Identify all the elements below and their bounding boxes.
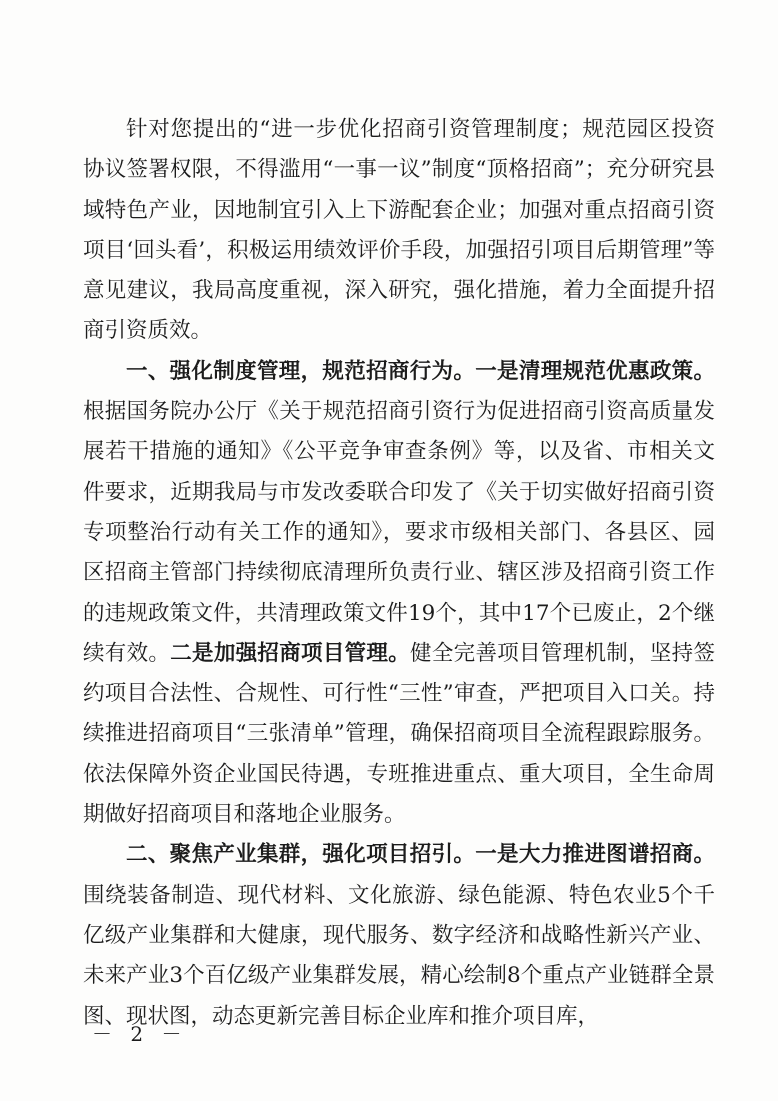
sub-heading: 一是大力推进图谱招商。: [475, 842, 715, 868]
sub-heading: 二是加强招商项目管理。: [170, 640, 411, 666]
document-body: [83, 110, 715, 1037]
paragraph-text: 健全完善项目管理机制，坚持签约项目合法性、合规性、可行性“三性”审查，严把项目入口关。持续推进招商项目“三张清单”管理，确保招商项目全流程跟踪服务。依法保障外资企业国民待遇，专班推进重点、重大项目，全生命周期做好招商项目和落地企业服务。: [83, 640, 715, 828]
section-heading: 一、强化制度管理，规范招商行为。: [126, 358, 476, 384]
paragraph-text: 围绕装备制造、现代材料、文化旅游、绿色能源、特色农业5个千亿级产业集群和大健康，现代服务、数字经济和战略性新兴产业、未来产业3个百亿级产业集群发展，精心绘制8个重点产业链群全景图、现状图，动态更新完善目标企业库和推介项目库，: [83, 882, 715, 1029]
section-heading: 二、聚焦产业集群，强化项目招引。: [126, 842, 476, 868]
paragraph-intro: [83, 110, 715, 352]
paragraph-text: 针对您提出的“进一步优化招商引资管理制度；规范园区投资协议签署权限，不得滥用“一事一议”制度“顶格招商”；充分研究县域特色产业，因地制宜引入上下游配套企业；加强对重点招商引资项目‘回头看’，积极运用绩效评价手段，加强招引项目后期管理”等意见建议，我局高度重视，深入研究，强化措施，着力全面提升招商引资质效。: [83, 117, 715, 344]
paragraph-text: 根据国务院办公厅《关于规范招商引资行为促进招商引资高质量发展若干措施的通知》《公平竞争审查条例》等，以及省、市相关文件要求，近期我局与市发改委联合印发了《关于切实做好招商引资专项整治行动有关工作的通知》，要求市级相关部门、各县区、园区招商主管部门持续彻底清理所负责行业、辖区涉及招商引资工作的违规政策文件，共清理政策文件19个，其中17个已废止，2个继续有效。: [83, 399, 715, 666]
sub-heading: 一是清理规范优惠政策。: [475, 358, 715, 384]
page-number: － 2 －: [92, 1022, 188, 1046]
paragraph-section-1: [83, 352, 715, 836]
paragraph-section-2: [83, 835, 715, 1036]
